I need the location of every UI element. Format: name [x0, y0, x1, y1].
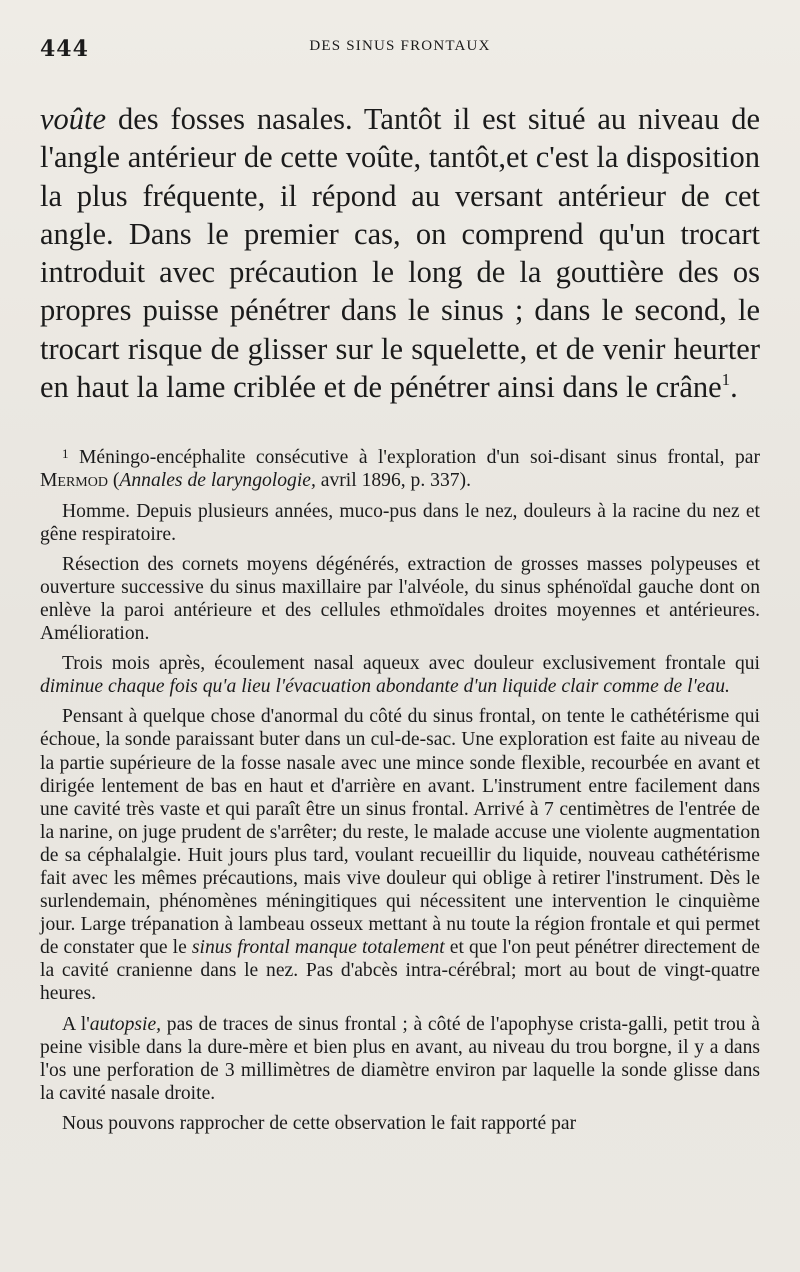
italic-word: voûte [40, 102, 107, 136]
journal-title: Annales de laryngologie, [119, 470, 316, 492]
running-head: DES SINUS FRONTAUX [309, 38, 491, 54]
footnote-text: avril 1896, p. 337). [315, 470, 471, 492]
footnote-text: et que l'on peut pénétrer directement de la cavité cranienne dans le nez. Pas d'abcès intra-cérébral; mort au bout de vingt-quatre heures. [40, 937, 760, 1005]
footnote-marker: 1 [62, 446, 69, 462]
footnote-text: Méningo-encéphalite consécutive à l'exploration d'un soi-disant sinus frontal, par [68, 447, 760, 469]
footnote-citation [40, 446, 760, 492]
author-name: Mermod [40, 470, 108, 492]
footnote-text: Trois mois après, écoulement nasal aqueux avec douleur exclusivement frontale qui [62, 653, 760, 675]
page-header [40, 28, 760, 64]
italic-text: autopsie, [89, 1013, 162, 1035]
footnote-paragraph: Résection des cornets moyens dégénérés, extraction de grosses masses polypeuses et ouverture successive du sinus maxillaire par l'alvéole, du sinus sphénoïdal gauche dont on enlève la paroi antérieure et des cellules ethmoïdales droites moyennes et antérieures. Amélioration. [40, 553, 760, 645]
footnote-reference: 1 [721, 370, 731, 390]
paragraph-text: des fosses nasales. Tantôt il est situé au niveau de l'angle antérieur de cette voûte, tantôt,et c'est la disposition la plus fréquente, il répond au versant antérieur de cet angle. Dans le premier cas, on comprend qu'un trocart introduit avec précaution le long de la gouttière des os propres puisse pénétrer dans le sinus ; dans le second, le trocart risque de glisser sur le squelette, et de venir heurter en haut la lame criblée et de pénétrer ainsi dans le crâne [40, 102, 760, 405]
italic-text: diminue chaque fois qu'a lieu l'évacuation abondante d'un liquide clair comme de l'eau. [40, 676, 730, 698]
italic-text: sinus frontal manque totalement [191, 937, 445, 959]
footnote-paragraph [40, 652, 760, 698]
footnote-paragraph: Homme. Depuis plusieurs années, muco-pus dans le nez, douleurs à la racine du nez et gêne respiratoire. [40, 500, 760, 545]
footnote-text: A l' [62, 1013, 90, 1035]
footnote-paragraph [40, 1013, 760, 1105]
footnote-text: pas de traces de sinus frontal ; à côté de l'apophyse crista-galli, petit trou à peine visible dans la dure-mère et bien plus en avant, au niveau du trou borgne, il y a dans l'os une perforation de 3 millimètres de diamètre environ par laquelle la sonde glisse dans la cavité nasale droite. [40, 1013, 760, 1104]
footnote-paragraph: Nous pouvons rapprocher de cette observation le fait rapporté par [62, 1112, 577, 1134]
footnote-paragraph [40, 705, 760, 1005]
paragraph-continuation [40, 100, 760, 406]
body-text [40, 100, 760, 406]
footnote-text: Pensant à quelque chose d'anormal du côté du sinus frontal, on tente le cathétérisme qui échoue, la sonde paraissant buter dans un cul-de-sac. Une exploration est faite au niveau de la partie supérieure de la fosse nasale avec une mince sonde flexible, recourbée en avant et dirigée lentement de bas en haut et d'arrière en avant. L'instrument entre facilement dans une cavité très vaste et qui paraît être un sinus frontal. Arrivé à 7 centimètres de l'entrée de la narine, on juge prudent de s'arrêter; du reste, le malade accuse une violente augmentation de sa céphalalgie. Huit jours plus tard, voulant recueillir du liquide, nouveau cathétérisme fait avec les mêmes précautions, mais vive douleur qui oblige à retirer l'instrument. Dès le surlendemain, phénomènes méningitiques qui nécessitent une intervention le cinquième jour. Large trépanation à lambeau osseux mettant à nu toute la région frontale et qui permet de constater que le [40, 706, 760, 959]
footnote-block [40, 446, 760, 1135]
paragraph-end: . [730, 370, 738, 405]
footnote-text: ( [107, 470, 120, 492]
page-number: 444 [40, 36, 89, 62]
